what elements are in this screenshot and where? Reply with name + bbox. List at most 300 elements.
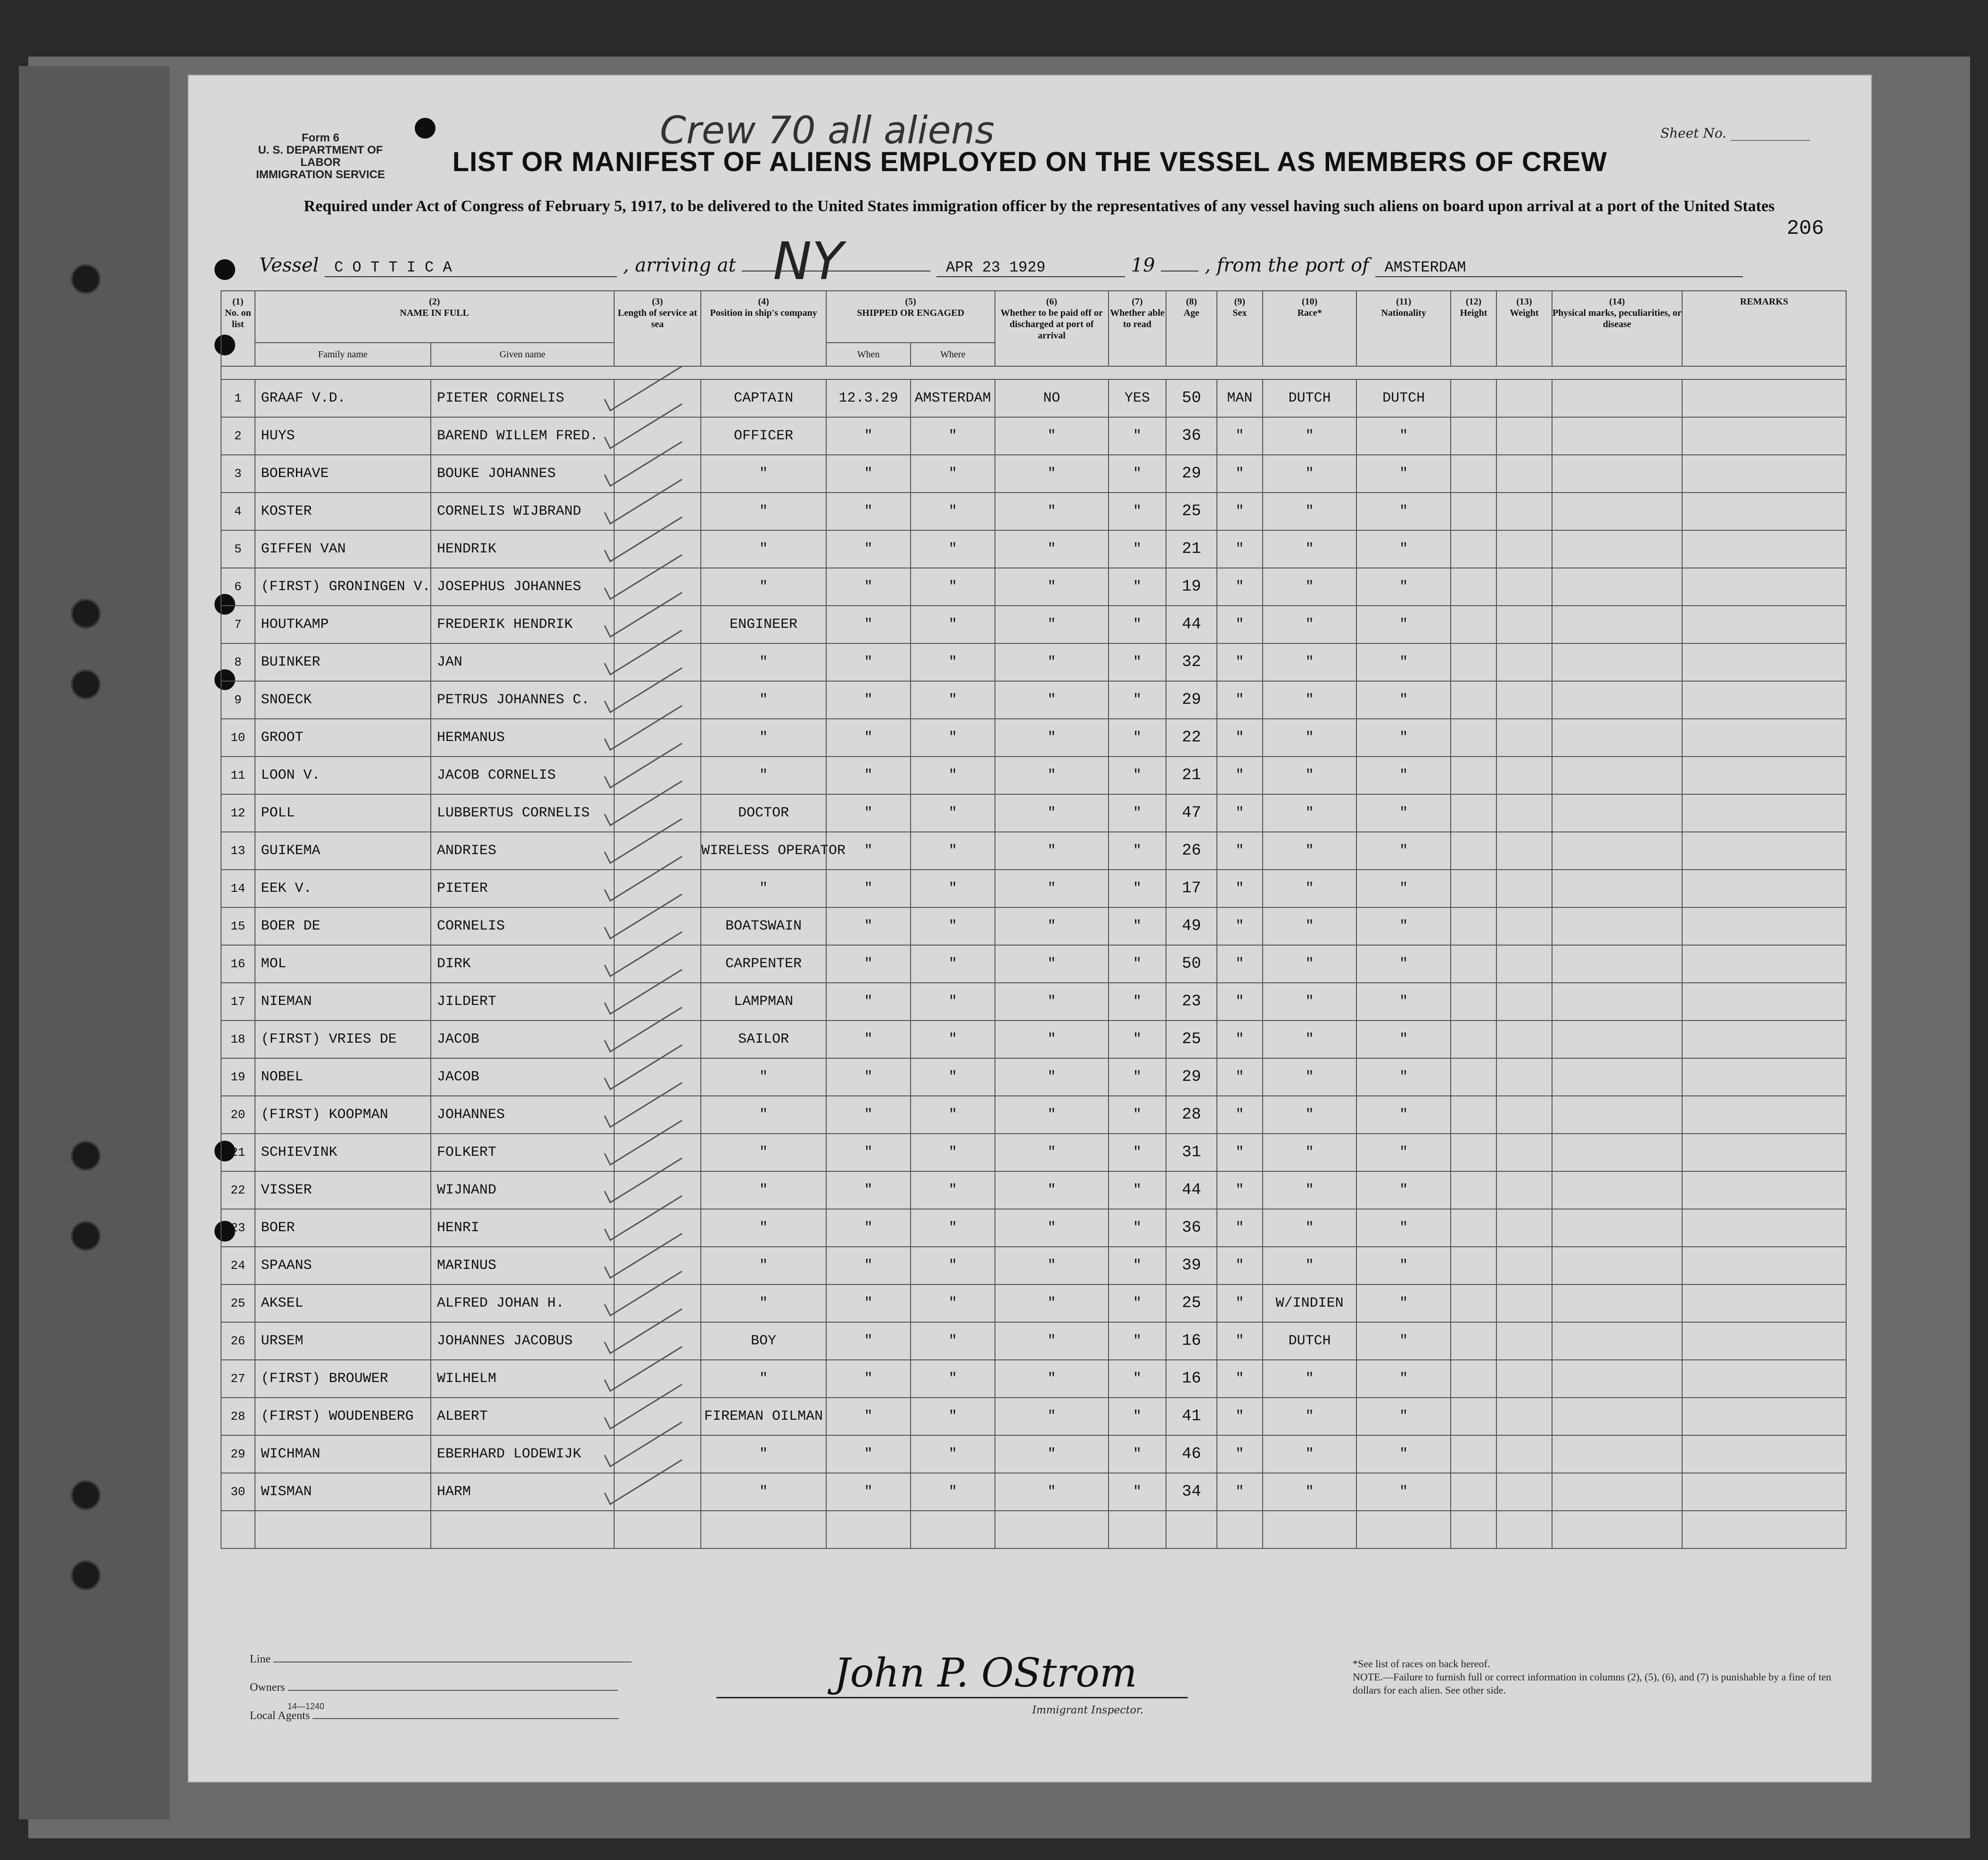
check-mark — [605, 442, 682, 486]
binder-strip — [19, 66, 170, 1819]
race-cell: W/INDIEN — [1263, 1284, 1357, 1322]
able-to-read-cell: " — [1109, 794, 1167, 832]
col-read-header: (7) Whether able to read — [1109, 291, 1167, 366]
age-cell: 50 — [1166, 945, 1216, 983]
nationality-cell: " — [1356, 907, 1451, 945]
race-cell: " — [1263, 832, 1357, 870]
family-name-cell: SPAANS — [255, 1247, 431, 1284]
sex-cell: " — [1217, 794, 1263, 832]
able-to-read-cell: " — [1109, 832, 1167, 870]
able-to-read-cell: " — [1109, 455, 1167, 493]
given-name-cell: HARM — [431, 1473, 614, 1511]
sex-cell: " — [1217, 1435, 1263, 1473]
handwritten-checkmarks — [189, 75, 1871, 1782]
sex-cell: " — [1217, 493, 1263, 530]
nationality-cell: " — [1356, 719, 1451, 757]
age-cell: 29 — [1166, 681, 1216, 719]
given-name-cell: ALFRED JOHAN H. — [431, 1284, 614, 1322]
age-cell: 32 — [1166, 643, 1216, 681]
shipped-when-cell: " — [826, 870, 911, 907]
binder-hole — [71, 1221, 101, 1251]
paid-off-cell: " — [995, 417, 1108, 455]
sex-cell: " — [1217, 1247, 1263, 1284]
sex-cell: " — [1217, 1473, 1263, 1511]
paid-off-cell: " — [995, 945, 1108, 983]
shipped-where-cell: " — [911, 643, 995, 681]
given-name-cell: HENRI — [431, 1209, 614, 1247]
nationality-cell: " — [1356, 417, 1451, 455]
nationality-cell: " — [1356, 1058, 1451, 1096]
position-cell: " — [701, 1171, 826, 1209]
race-cell: DUTCH — [1263, 1322, 1357, 1360]
check-mark — [605, 668, 682, 712]
family-name-cell: URSEM — [255, 1322, 431, 1360]
age-cell: 29 — [1166, 1058, 1216, 1096]
nationality-cell: " — [1356, 455, 1451, 493]
page-number: 206 — [1786, 217, 1824, 240]
row-number-cell: 23 — [221, 1209, 255, 1247]
position-cell: " — [701, 681, 826, 719]
shipped-when-cell: " — [826, 1171, 911, 1209]
family-name-cell: EEK V. — [255, 870, 431, 907]
sex-cell: " — [1217, 530, 1263, 568]
family-name-cell: AKSEL — [255, 1284, 431, 1322]
row-number-cell: 29 — [221, 1435, 255, 1473]
nationality-cell: " — [1356, 493, 1451, 530]
col-nationality-header: (11) Nationality — [1356, 291, 1451, 366]
family-name-cell: GIFFEN VAN — [255, 530, 431, 568]
age-cell: 49 — [1166, 907, 1216, 945]
shipped-when-cell: " — [826, 493, 911, 530]
able-to-read-cell: " — [1109, 870, 1167, 907]
binder-hole — [71, 1141, 101, 1171]
family-name-cell: GRAAF V.D. — [255, 379, 431, 417]
able-to-read-cell: " — [1109, 568, 1167, 606]
paid-off-cell: " — [995, 1209, 1108, 1247]
sex-cell: " — [1217, 1398, 1263, 1435]
nationality-cell: " — [1356, 1284, 1451, 1322]
check-mark — [605, 1422, 682, 1466]
position-cell: WIRELESS OPERATOR — [701, 832, 826, 870]
check-mark — [605, 404, 682, 448]
able-to-read-cell: " — [1109, 643, 1167, 681]
shipped-when-cell: " — [826, 832, 911, 870]
paid-off-cell: " — [995, 1134, 1108, 1171]
line-label: Line — [250, 1653, 271, 1665]
binder-hole — [71, 599, 101, 629]
shipped-when-cell: " — [826, 1435, 911, 1473]
able-to-read-cell: " — [1109, 1322, 1167, 1360]
race-cell: " — [1263, 1171, 1357, 1209]
able-to-read-cell: " — [1109, 1171, 1167, 1209]
able-to-read-cell: " — [1109, 417, 1167, 455]
col-shipped-header: (5) SHIPPED OR ENGAGED — [826, 291, 995, 343]
given-name-cell: LUBBERTUS CORNELIS — [431, 794, 614, 832]
row-number-cell: 9 — [221, 681, 255, 719]
shipped-when-cell: " — [826, 1096, 911, 1134]
age-cell: 44 — [1166, 1171, 1216, 1209]
row-number-cell: 3 — [221, 455, 255, 493]
position-cell: DOCTOR — [701, 794, 826, 832]
position-cell: " — [701, 1096, 826, 1134]
when-subheader: When — [826, 343, 911, 366]
sex-cell: " — [1217, 455, 1263, 493]
row-number-cell: 30 — [221, 1473, 255, 1511]
age-cell: 21 — [1166, 757, 1216, 794]
shipped-when-cell: " — [826, 1021, 911, 1058]
position-cell: " — [701, 1473, 826, 1511]
shipped-where-cell: " — [911, 493, 995, 530]
col-weight-header: (13) Weight — [1496, 291, 1552, 366]
race-cell: " — [1263, 1360, 1357, 1398]
check-mark — [605, 366, 682, 411]
sex-cell: " — [1217, 719, 1263, 757]
nationality-cell: " — [1356, 794, 1451, 832]
position-cell: OFFICER — [701, 417, 826, 455]
given-name-cell: ANDRIES — [431, 832, 614, 870]
col-age-header: (8) Age — [1166, 291, 1216, 366]
position-cell: " — [701, 870, 826, 907]
sex-cell: " — [1217, 1209, 1263, 1247]
given-name-cell: JAN — [431, 643, 614, 681]
row-number-cell: 1 — [221, 379, 255, 417]
race-cell: " — [1263, 945, 1357, 983]
sex-cell: " — [1217, 1096, 1263, 1134]
shipped-when-cell: " — [826, 794, 911, 832]
paid-off-cell: " — [995, 907, 1108, 945]
row-number-cell: 14 — [221, 870, 255, 907]
check-mark — [605, 1347, 682, 1391]
row-number-cell: 8 — [221, 643, 255, 681]
race-cell: " — [1263, 606, 1357, 643]
race-cell: " — [1263, 794, 1357, 832]
sex-cell: " — [1217, 870, 1263, 907]
page-title: LIST OR MANIFEST OF ALIENS EMPLOYED ON THE VESSEL AS MEMBERS OF CREW — [452, 147, 1608, 177]
family-name-cell: NIEMAN — [255, 983, 431, 1021]
sex-cell: " — [1217, 1171, 1263, 1209]
row-number-cell: 25 — [221, 1284, 255, 1322]
sex-cell: " — [1217, 568, 1263, 606]
age-cell: 36 — [1166, 417, 1216, 455]
paid-off-cell: " — [995, 568, 1108, 606]
shipped-where-cell: " — [911, 757, 995, 794]
shipped-where-cell: AMSTERDAM — [911, 379, 995, 417]
col-remarks-header: REMARKS — [1682, 291, 1846, 366]
race-cell: " — [1263, 1435, 1357, 1473]
shipped-when-cell: " — [826, 1284, 911, 1322]
paid-off-cell: " — [995, 757, 1108, 794]
position-cell: " — [701, 493, 826, 530]
check-mark — [605, 1083, 682, 1127]
nationality-cell: " — [1356, 1134, 1451, 1171]
age-cell: 28 — [1166, 1096, 1216, 1134]
nationality-cell: " — [1356, 568, 1451, 606]
race-cell: " — [1263, 1473, 1357, 1511]
given-name-cell: JACOB CORNELIS — [431, 757, 614, 794]
shipped-when-cell: " — [826, 1398, 911, 1435]
col-height-header: (12) Height — [1451, 291, 1496, 366]
able-to-read-cell: " — [1109, 1247, 1167, 1284]
able-to-read-cell: " — [1109, 1209, 1167, 1247]
shipped-where-cell: " — [911, 1247, 995, 1284]
paid-off-cell: " — [995, 493, 1108, 530]
able-to-read-cell: " — [1109, 1021, 1167, 1058]
paid-off-cell: " — [995, 1058, 1108, 1096]
position-cell: " — [701, 1209, 826, 1247]
row-number-cell: 13 — [221, 832, 255, 870]
check-mark — [605, 1158, 682, 1202]
binder-hole — [71, 669, 101, 700]
able-to-read-cell: YES — [1109, 379, 1167, 417]
check-mark — [605, 1045, 682, 1089]
family-name-cell: WISMAN — [255, 1473, 431, 1511]
age-cell: 41 — [1166, 1398, 1216, 1435]
able-to-read-cell: " — [1109, 1134, 1167, 1171]
age-cell: 47 — [1166, 794, 1216, 832]
check-mark — [605, 1271, 682, 1316]
paid-off-cell: " — [995, 455, 1108, 493]
sex-cell: " — [1217, 643, 1263, 681]
shipped-when-cell: " — [826, 945, 911, 983]
family-name-cell: SNOECK — [255, 681, 431, 719]
paid-off-cell: " — [995, 1398, 1108, 1435]
position-cell: CARPENTER — [701, 945, 826, 983]
race-cell: " — [1263, 568, 1357, 606]
row-number-cell: 2 — [221, 417, 255, 455]
shipped-where-cell: " — [911, 945, 995, 983]
family-name-cell: HUYS — [255, 417, 431, 455]
given-name-cell: JOSEPHUS JOHANNES — [431, 568, 614, 606]
nationality-cell: " — [1356, 983, 1451, 1021]
paid-off-cell: " — [995, 832, 1108, 870]
sex-cell: " — [1217, 1322, 1263, 1360]
race-cell: " — [1263, 1209, 1357, 1247]
race-cell: " — [1263, 719, 1357, 757]
shipped-when-cell: " — [826, 1134, 911, 1171]
family-name-cell: LOON V. — [255, 757, 431, 794]
check-mark — [605, 1196, 682, 1240]
row-number-cell: 17 — [221, 983, 255, 1021]
check-mark — [605, 781, 682, 825]
shipped-where-cell: " — [911, 1171, 995, 1209]
position-cell: " — [701, 1360, 826, 1398]
sex-cell: MAN — [1217, 379, 1263, 417]
family-name-cell: VISSER — [255, 1171, 431, 1209]
family-name-cell: NOBEL — [255, 1058, 431, 1096]
agents-label: Local Agents — [250, 1710, 310, 1722]
family-name-cell: BOER DE — [255, 907, 431, 945]
age-cell: 23 — [1166, 983, 1216, 1021]
given-name-cell: WILHELM — [431, 1360, 614, 1398]
age-cell: 25 — [1166, 1021, 1216, 1058]
position-cell: " — [701, 757, 826, 794]
race-cell: " — [1263, 1096, 1357, 1134]
shipped-where-cell: " — [911, 1473, 995, 1511]
shipped-where-cell: " — [911, 1134, 995, 1171]
given-name-cell: WIJNAND — [431, 1171, 614, 1209]
nationality-cell: " — [1356, 606, 1451, 643]
nationality-cell: " — [1356, 1435, 1451, 1473]
nationality-cell: " — [1356, 643, 1451, 681]
race-cell: " — [1263, 493, 1357, 530]
row-number-cell: 12 — [221, 794, 255, 832]
row-number-cell: 21 — [221, 1134, 255, 1171]
shipped-when-cell: 12.3.29 — [826, 379, 911, 417]
shipped-when-cell: " — [826, 1322, 911, 1360]
service-name: IMMIGRATION SERVICE — [256, 168, 385, 181]
able-to-read-cell: " — [1109, 983, 1167, 1021]
check-mark — [605, 1460, 682, 1504]
row-number-cell: 6 — [221, 568, 255, 606]
nationality-cell: " — [1356, 945, 1451, 983]
shipped-where-cell: " — [911, 870, 995, 907]
position-cell: " — [701, 530, 826, 568]
family-name-cell: POLL — [255, 794, 431, 832]
check-mark — [605, 1384, 682, 1429]
check-mark — [605, 555, 682, 599]
check-mark — [605, 894, 682, 938]
given-name-cell: JACOB — [431, 1021, 614, 1058]
race-cell: " — [1263, 643, 1357, 681]
arriving-label: , arriving at — [623, 255, 736, 276]
family-name-cell: (FIRST) KOOPMAN — [255, 1096, 431, 1134]
position-cell: " — [701, 1247, 826, 1284]
row-number-cell: 28 — [221, 1398, 255, 1435]
shipped-where-cell: " — [911, 455, 995, 493]
family-name-cell: BOERHAVE — [255, 455, 431, 493]
sex-cell: " — [1217, 1058, 1263, 1096]
position-cell: " — [701, 455, 826, 493]
shipped-where-cell: " — [911, 1284, 995, 1322]
family-name-cell: (FIRST) GRONINGEN V. — [255, 568, 431, 606]
binder-hole — [71, 264, 101, 294]
shipped-when-cell: " — [826, 643, 911, 681]
sex-cell: " — [1217, 1021, 1263, 1058]
row-number-cell: 18 — [221, 1021, 255, 1058]
shipped-where-cell: " — [911, 530, 995, 568]
shipped-where-cell: " — [911, 1096, 995, 1134]
paid-off-cell: " — [995, 719, 1108, 757]
given-name-cell: BOUKE JOHANNES — [431, 455, 614, 493]
given-name-cell: CORNELIS WIJBRAND — [431, 493, 614, 530]
shipped-when-cell: " — [826, 568, 911, 606]
check-mark — [605, 743, 682, 788]
age-cell: 46 — [1166, 1435, 1216, 1473]
manifest-sheet — [189, 75, 1871, 1782]
paid-off-cell: " — [995, 1284, 1108, 1322]
shipped-where-cell: " — [911, 794, 995, 832]
check-mark — [605, 932, 682, 976]
paid-off-cell: " — [995, 870, 1108, 907]
check-mark — [605, 479, 682, 524]
shipped-where-cell: " — [911, 1435, 995, 1473]
family-name-cell: SCHIEVINK — [255, 1134, 431, 1171]
sex-cell: " — [1217, 1284, 1263, 1322]
family-name-cell: (FIRST) WOUDENBERG — [255, 1398, 431, 1435]
paid-off-cell: " — [995, 1096, 1108, 1134]
sex-cell: " — [1217, 945, 1263, 983]
age-cell: 21 — [1166, 530, 1216, 568]
race-cell: " — [1263, 983, 1357, 1021]
check-mark — [605, 593, 682, 637]
shipped-when-cell: " — [826, 417, 911, 455]
given-name-cell: CORNELIS — [431, 907, 614, 945]
paid-off-cell: NO — [995, 379, 1108, 417]
given-name-cell: PIETER — [431, 870, 614, 907]
shipped-where-cell: " — [911, 1058, 995, 1096]
check-mark — [605, 1234, 682, 1278]
row-number-cell: 22 — [221, 1171, 255, 1209]
row-number-cell: 7 — [221, 606, 255, 643]
shipped-where-cell: " — [911, 1360, 995, 1398]
shipped-when-cell: " — [826, 1473, 911, 1511]
shipped-when-cell: " — [826, 681, 911, 719]
nationality-cell: " — [1356, 1021, 1451, 1058]
page-subtitle: Required under Act of Congress of February 5, 1917, to be delivered to the United States immigration officer by the representatives of any vessel having such aliens on board upon arrival at a port of the United States — [304, 198, 1775, 215]
row-number-cell: 4 — [221, 493, 255, 530]
where-subheader: Where — [911, 343, 995, 366]
shipped-where-cell: " — [911, 983, 995, 1021]
family-name-cell: BOER — [255, 1209, 431, 1247]
age-cell: 50 — [1166, 379, 1216, 417]
family-name-cell: MOL — [255, 945, 431, 983]
nationality-cell: " — [1356, 832, 1451, 870]
col-sex-header: (9) Sex — [1217, 291, 1263, 366]
form-reference: 14—1240 — [288, 1702, 325, 1711]
able-to-read-cell: " — [1109, 606, 1167, 643]
nationality-cell: " — [1356, 870, 1451, 907]
race-cell: " — [1263, 757, 1357, 794]
check-mark — [605, 517, 682, 561]
given-name-cell: ALBERT — [431, 1398, 614, 1435]
inspector-signature: John P. OStrom — [834, 1650, 1137, 1696]
col-paid-header: (6) Whether to be paid off or discharged at port of arrival — [995, 291, 1108, 366]
shipped-when-cell: " — [826, 983, 911, 1021]
nationality-cell: DUTCH — [1356, 379, 1451, 417]
paid-off-cell: " — [995, 1171, 1108, 1209]
shipped-where-cell: " — [911, 1021, 995, 1058]
shipped-where-cell: " — [911, 417, 995, 455]
paid-off-cell: " — [995, 643, 1108, 681]
sex-cell: " — [1217, 681, 1263, 719]
given-name-cell: BAREND WILLEM FRED. — [431, 417, 614, 455]
inspector-label: Immigrant Inspector. — [1032, 1704, 1143, 1716]
shipped-when-cell: " — [826, 757, 911, 794]
row-number-cell: 24 — [221, 1247, 255, 1284]
race-cell: " — [1263, 1058, 1357, 1096]
able-to-read-cell: " — [1109, 1284, 1167, 1322]
family-name-cell: HOUTKAMP — [255, 606, 431, 643]
paid-off-cell: " — [995, 1473, 1108, 1511]
check-mark — [605, 970, 682, 1014]
age-cell: 25 — [1166, 1284, 1216, 1322]
given-name-cell: JILDERT — [431, 983, 614, 1021]
able-to-read-cell: " — [1109, 1058, 1167, 1096]
sex-cell: " — [1217, 1360, 1263, 1398]
check-mark — [605, 1007, 682, 1052]
race-cell: " — [1263, 417, 1357, 455]
able-to-read-cell: " — [1109, 1398, 1167, 1435]
nationality-cell: " — [1356, 1171, 1451, 1209]
family-name-subheader: Family name — [255, 343, 431, 366]
position-cell: BOY — [701, 1322, 826, 1360]
given-name-cell: JOHANNES — [431, 1096, 614, 1134]
given-name-cell: DIRK — [431, 945, 614, 983]
able-to-read-cell: " — [1109, 1435, 1167, 1473]
family-name-cell: (FIRST) VRIES DE — [255, 1021, 431, 1058]
position-cell: " — [701, 643, 826, 681]
position-cell: " — [701, 1058, 826, 1096]
